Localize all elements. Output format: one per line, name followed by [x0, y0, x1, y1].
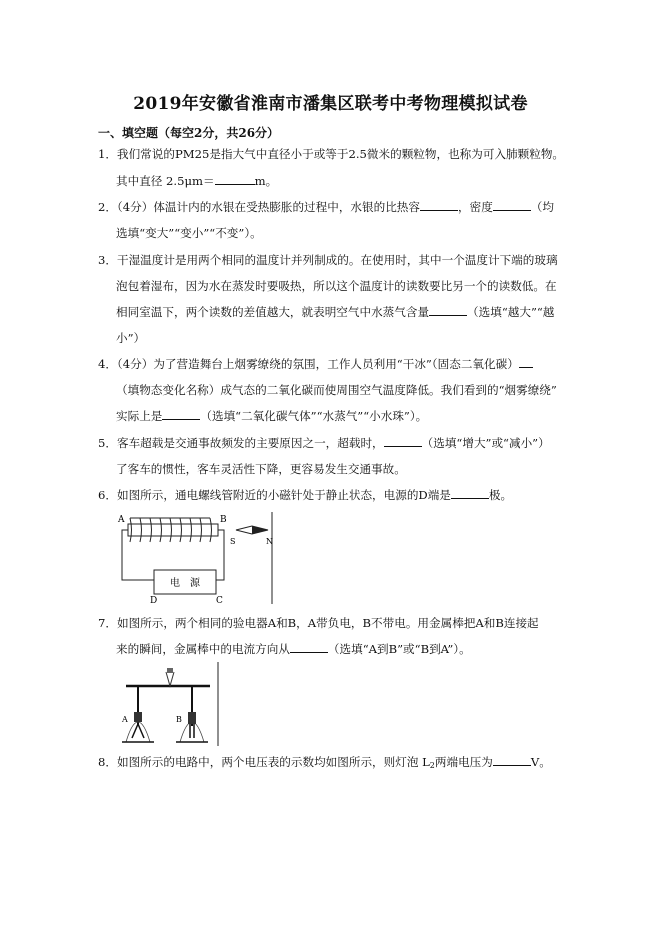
answer-blank[interactable]: [162, 408, 200, 420]
answer-blank[interactable]: [493, 754, 531, 766]
label-d: D: [150, 596, 158, 606]
question-5-line-1: 5．客车超载是交通事故频发的主要原因之一，超载时， （选填“增大”或“减小”）: [98, 436, 550, 450]
handle-grip: [167, 668, 173, 673]
question-3-line-2: 泡包着湿布，因为水在蒸发时要吸热，所以这个温度计的读数要比另一个的读数低。在: [116, 279, 557, 293]
label-a: A: [118, 515, 125, 525]
answer-blank[interactable]: [519, 356, 533, 368]
page-title: 2019年安徽省淮南市潘集区联考中考物理模拟试卷: [133, 94, 528, 114]
question-4-line-2: （填物态变化名称）成气态的二氧化碳而使周围空气温度降低。我们看到的“烟雾缭绕”: [116, 383, 557, 397]
answer-blank[interactable]: [384, 435, 422, 447]
label-s: S: [230, 537, 236, 546]
compass-needle-north: [252, 526, 268, 534]
question-2-line-1: 2．（4分）体温计内的水银在受热膨胀的过程中，水银的比热容 ，密度 （均: [98, 200, 554, 214]
label-a: A: [122, 715, 128, 724]
label-b: B: [176, 715, 182, 724]
question-8-line-1: 8．如图所示的电路中，两个电压表的示数均如图所示，则灯泡 $L_2$两端电压为 V。: [98, 755, 551, 770]
electroscope-b: [176, 686, 208, 742]
electroscope-a: [122, 686, 154, 742]
section-heading: 一、填空题（每空2分，共26分）: [98, 126, 280, 140]
question-3-line-4: 小”）: [116, 331, 146, 345]
answer-blank[interactable]: [290, 641, 328, 653]
wire-left: [122, 530, 154, 580]
answer-blank[interactable]: [215, 173, 255, 185]
question-7-line-1: 7．如图所示，两个相同的验电器A和B，A带负电，B不带电。用金属棒把A和B连接起: [98, 616, 539, 630]
question-5-line-2: 了客车的惯性，客车灵活性下降，更容易发生交通事故。: [116, 462, 406, 476]
solenoid-figure: [116, 510, 276, 606]
answer-blank[interactable]: [451, 487, 489, 499]
question-1-line-1: 1．我们常说的PM25是指大气中直径小于或等于2.5微米的颗粒物，也称为可入肺颗粒物。: [98, 147, 565, 161]
label-c: C: [216, 596, 223, 606]
label-b: B: [220, 515, 227, 525]
question-2-line-2: 选填“变大”“变小”“不变”）。: [116, 226, 262, 240]
label-n: N: [266, 537, 273, 546]
question-3-line-3: 相同室温下，两个读数的差值越大，就表明空气中水蒸气含量 （选填“越大”“越: [116, 305, 555, 319]
question-6-line-1: 6．如图所示，通电螺线管附近的小磁针处于静止状态，电源的D端是 极。: [98, 488, 513, 502]
question-7-line-2: 来的瞬间，金属棒中的电流方向从 （选填“A到B”或“B到A”）。: [116, 642, 471, 656]
subscript: 2: [429, 761, 435, 770]
question-4-line-1: 4．（4分）为了营造舞台上烟雾缭绕的氛围，工作人员利用“干冰”（固态二氧化碳）: [98, 356, 533, 372]
wire-right: [216, 530, 224, 580]
power-source-label: 电 源: [170, 578, 200, 589]
electroscope-figure: [116, 662, 222, 748]
answer-blank[interactable]: [429, 304, 467, 316]
question-3-line-1: 3．干湿温度计是用两个相同的温度计并列制成的。在使用时，其中一个温度计下端的玻璃: [98, 253, 558, 267]
answer-blank[interactable]: [420, 199, 458, 211]
question-4-line-3: 实际上是 （选填“二氧化碳气体”“水蒸气”“小水珠”）。: [116, 409, 428, 423]
insulating-handle: [166, 672, 174, 686]
question-1-line-2: 其中直径 2.5μm＝ m。: [116, 174, 278, 188]
answer-blank[interactable]: [493, 199, 531, 211]
